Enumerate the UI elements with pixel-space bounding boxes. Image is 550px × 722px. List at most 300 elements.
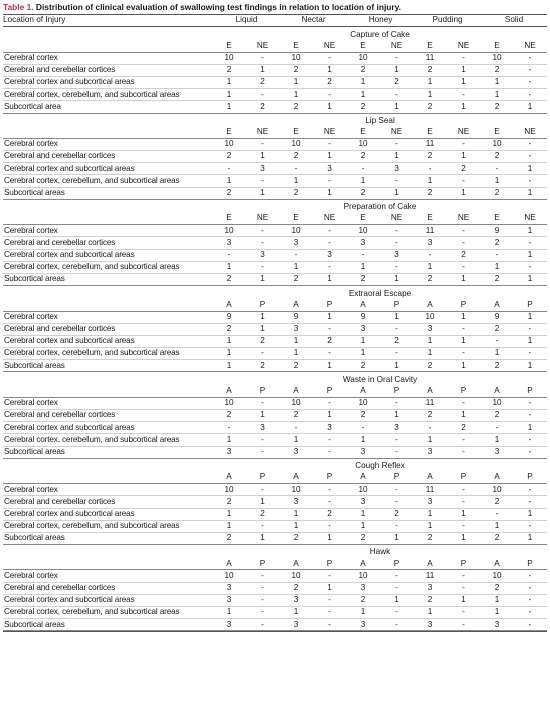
count-cell: 3 xyxy=(213,237,245,249)
injury-location: Subcortical area xyxy=(3,101,213,113)
table-row xyxy=(3,582,547,594)
count-cell: 1 xyxy=(513,335,547,347)
table-row xyxy=(3,261,547,273)
section-code-label: A xyxy=(414,558,446,570)
count-cell: 1 xyxy=(446,64,481,76)
count-cell: - xyxy=(446,619,481,631)
count-cell: - xyxy=(513,484,547,496)
section-code-label: NE xyxy=(312,40,347,52)
count-cell: 2 xyxy=(481,360,513,372)
section-code-label: E xyxy=(280,40,312,52)
section-title-row xyxy=(3,286,547,300)
count-cell: 3 xyxy=(379,422,414,434)
count-cell: 1 xyxy=(312,273,347,285)
injury-location: Cerebral cortex and subcortical areas xyxy=(3,249,213,261)
count-cell: - xyxy=(312,237,347,249)
count-cell: 2 xyxy=(446,249,481,261)
section-code-label: A xyxy=(347,299,379,311)
count-cell: 1 xyxy=(513,101,547,113)
count-cell: 1 xyxy=(312,360,347,372)
count-cell: - xyxy=(379,225,414,237)
count-cell: 2 xyxy=(347,273,379,285)
count-cell: 1 xyxy=(280,175,312,187)
injury-location: Cerebral and cerebellar cortices xyxy=(3,237,213,249)
count-cell: - xyxy=(446,446,481,458)
count-cell: 1 xyxy=(245,532,280,544)
count-cell: 2 xyxy=(481,496,513,508)
count-cell: 1 xyxy=(280,335,312,347)
count-cell: - xyxy=(245,348,280,360)
table-row xyxy=(3,76,547,88)
consistency-header: Solid xyxy=(481,15,547,27)
count-cell: 10 xyxy=(213,484,245,496)
count-cell: - xyxy=(379,619,414,631)
count-cell: 3 xyxy=(245,249,280,261)
section-code-label: P xyxy=(446,472,481,484)
count-cell: 3 xyxy=(280,496,312,508)
count-cell: 3 xyxy=(414,582,446,594)
count-cell: 1 xyxy=(213,89,245,101)
count-cell: 1 xyxy=(213,101,245,113)
count-cell: 1 xyxy=(312,64,347,76)
count-cell: - xyxy=(245,446,280,458)
count-cell: 1 xyxy=(312,532,347,544)
count-cell: - xyxy=(446,261,481,273)
count-cell: - xyxy=(312,89,347,101)
injury-location: Cerebral and cerebellar cortices xyxy=(3,410,213,422)
section-code-label: E xyxy=(414,40,446,52)
count-cell: 1 xyxy=(347,335,379,347)
count-cell: - xyxy=(312,397,347,409)
count-cell: 3 xyxy=(481,446,513,458)
count-cell: 3 xyxy=(245,163,280,175)
section-code-label: P xyxy=(312,386,347,398)
count-cell: 1 xyxy=(414,261,446,273)
section-spacer-cell xyxy=(3,372,213,386)
consistency-header: Nectar xyxy=(280,15,347,27)
section-code-label: A xyxy=(213,558,245,570)
count-cell: 2 xyxy=(481,151,513,163)
table-title: Distribution of clinical evaluation of swallowing test findings in relation to location of injury. xyxy=(35,2,402,12)
table-row xyxy=(3,532,547,544)
count-cell: - xyxy=(481,249,513,261)
count-cell: 3 xyxy=(347,582,379,594)
injury-location: Cerebral cortex, cerebellum, and subcortical areas xyxy=(3,261,213,273)
section-code-label: A xyxy=(280,558,312,570)
count-cell: 2 xyxy=(481,101,513,113)
count-cell: 3 xyxy=(347,496,379,508)
section-code-label: P xyxy=(312,558,347,570)
table-row xyxy=(3,335,547,347)
count-cell: - xyxy=(513,520,547,532)
section-code-label: P xyxy=(312,299,347,311)
section-title-row xyxy=(3,113,547,127)
count-cell: 9 xyxy=(213,311,245,323)
injury-location: Subcortical areas xyxy=(3,446,213,458)
count-cell: - xyxy=(446,348,481,360)
count-cell: 9 xyxy=(347,311,379,323)
count-cell: - xyxy=(245,570,280,582)
count-cell: 10 xyxy=(481,138,513,150)
injury-location: Cerebral cortex xyxy=(3,52,213,64)
count-cell: - xyxy=(312,446,347,458)
count-cell: - xyxy=(213,422,245,434)
count-cell: 1 xyxy=(481,261,513,273)
count-cell: - xyxy=(513,397,547,409)
count-cell: 1 xyxy=(347,348,379,360)
section-title-row xyxy=(3,372,547,386)
count-cell: 1 xyxy=(513,225,547,237)
section-code-label: A xyxy=(347,472,379,484)
injury-location: Cerebral cortex and subcortical areas xyxy=(3,508,213,520)
count-cell: 1 xyxy=(446,101,481,113)
section-code-label: E xyxy=(481,127,513,139)
count-cell: 2 xyxy=(280,532,312,544)
count-cell: - xyxy=(513,446,547,458)
section-code-label: E xyxy=(347,213,379,225)
count-cell: 2 xyxy=(481,323,513,335)
section-code-label: NE xyxy=(312,213,347,225)
count-cell: 10 xyxy=(347,52,379,64)
section-code-label: NE xyxy=(513,40,547,52)
table-row xyxy=(3,594,547,606)
count-cell: 1 xyxy=(280,434,312,446)
count-cell: 2 xyxy=(347,532,379,544)
count-cell: 10 xyxy=(347,397,379,409)
section-code-label: P xyxy=(245,299,280,311)
section-code-spacer xyxy=(3,299,213,311)
count-cell: 1 xyxy=(213,175,245,187)
table-row xyxy=(3,360,547,372)
count-cell: 2 xyxy=(347,64,379,76)
injury-location: Cerebral cortex and subcortical areas xyxy=(3,76,213,88)
count-cell: 1 xyxy=(213,348,245,360)
count-cell: - xyxy=(446,89,481,101)
count-cell: 1 xyxy=(245,323,280,335)
table-row xyxy=(3,225,547,237)
injury-location: Subcortical areas xyxy=(3,360,213,372)
count-cell: - xyxy=(379,446,414,458)
table-row xyxy=(3,163,547,175)
count-cell: 3 xyxy=(481,619,513,631)
count-cell: 2 xyxy=(347,187,379,199)
injury-location: Cerebral and cerebellar cortices xyxy=(3,323,213,335)
count-cell: 3 xyxy=(213,594,245,606)
count-cell: 10 xyxy=(347,484,379,496)
count-cell: 2 xyxy=(213,187,245,199)
count-cell: 11 xyxy=(414,570,446,582)
count-cell: - xyxy=(446,484,481,496)
count-cell: - xyxy=(446,175,481,187)
count-cell: 1 xyxy=(446,594,481,606)
count-cell: - xyxy=(312,607,347,619)
injury-location: Cerebral cortex xyxy=(3,311,213,323)
count-cell: - xyxy=(513,607,547,619)
section-code-label: P xyxy=(446,386,481,398)
table-row xyxy=(3,397,547,409)
count-cell: - xyxy=(379,52,414,64)
count-cell: - xyxy=(513,582,547,594)
count-cell: - xyxy=(513,570,547,582)
section-code-label: A xyxy=(280,386,312,398)
count-cell: 2 xyxy=(245,360,280,372)
count-cell: - xyxy=(312,138,347,150)
count-cell: 1 xyxy=(481,175,513,187)
table-row xyxy=(3,570,547,582)
section-code-label: E xyxy=(213,127,245,139)
count-cell: 1 xyxy=(347,261,379,273)
count-cell: 1 xyxy=(481,434,513,446)
count-cell: 1 xyxy=(347,76,379,88)
header-row xyxy=(3,15,547,27)
count-cell: - xyxy=(446,323,481,335)
count-cell: - xyxy=(446,434,481,446)
count-cell: 2 xyxy=(414,101,446,113)
count-cell: - xyxy=(446,607,481,619)
section-code-label: P xyxy=(379,558,414,570)
count-cell: 2 xyxy=(414,410,446,422)
section-code-label: A xyxy=(481,386,513,398)
section-code-spacer xyxy=(3,213,213,225)
count-cell: - xyxy=(347,249,379,261)
count-cell: 1 xyxy=(446,360,481,372)
count-cell: - xyxy=(379,237,414,249)
section-code-label: P xyxy=(513,558,547,570)
count-cell: - xyxy=(379,520,414,532)
count-cell: 2 xyxy=(379,335,414,347)
count-cell: - xyxy=(481,508,513,520)
count-cell: 1 xyxy=(513,249,547,261)
count-cell: - xyxy=(513,261,547,273)
count-cell: 1 xyxy=(414,434,446,446)
count-cell: 2 xyxy=(312,508,347,520)
count-cell: - xyxy=(414,249,446,261)
count-cell: - xyxy=(379,89,414,101)
count-cell: 3 xyxy=(379,163,414,175)
section-code-label: NE xyxy=(446,127,481,139)
injury-location: Cerebral and cerebellar cortices xyxy=(3,151,213,163)
count-cell: 10 xyxy=(213,138,245,150)
count-cell: 2 xyxy=(213,64,245,76)
section-code-spacer xyxy=(3,127,213,139)
count-cell: - xyxy=(379,175,414,187)
count-cell: 1 xyxy=(280,89,312,101)
count-cell: - xyxy=(280,249,312,261)
count-cell: 2 xyxy=(414,64,446,76)
count-cell: 2 xyxy=(245,508,280,520)
count-cell: 1 xyxy=(379,360,414,372)
count-cell: 1 xyxy=(414,520,446,532)
count-cell: 2 xyxy=(347,151,379,163)
count-cell: - xyxy=(513,410,547,422)
count-cell: - xyxy=(347,163,379,175)
count-cell: 2 xyxy=(446,163,481,175)
injury-location: Cerebral cortex xyxy=(3,484,213,496)
consistency-header: Honey xyxy=(347,15,414,27)
count-cell: 1 xyxy=(379,101,414,113)
count-cell: 1 xyxy=(414,508,446,520)
count-cell: 1 xyxy=(280,520,312,532)
count-cell: - xyxy=(446,225,481,237)
count-cell: - xyxy=(446,397,481,409)
count-cell: - xyxy=(379,348,414,360)
count-cell: 1 xyxy=(446,532,481,544)
count-cell: 1 xyxy=(446,335,481,347)
section-code-label: NE xyxy=(245,213,280,225)
section-code-spacer xyxy=(3,472,213,484)
table-row xyxy=(3,619,547,631)
count-cell: 1 xyxy=(414,89,446,101)
count-cell: - xyxy=(312,52,347,64)
count-cell: 2 xyxy=(245,101,280,113)
count-cell: 1 xyxy=(280,348,312,360)
count-cell: 1 xyxy=(213,434,245,446)
count-cell: 9 xyxy=(280,311,312,323)
injury-location: Cerebral and cerebellar cortices xyxy=(3,582,213,594)
count-cell: 1 xyxy=(347,89,379,101)
section-title-row xyxy=(3,545,547,559)
count-cell: - xyxy=(513,323,547,335)
count-cell: 1 xyxy=(481,348,513,360)
count-cell: 1 xyxy=(280,607,312,619)
count-cell: 2 xyxy=(414,273,446,285)
count-cell: 3 xyxy=(414,323,446,335)
count-cell: 1 xyxy=(379,532,414,544)
section-code-label: E xyxy=(347,127,379,139)
count-cell: 11 xyxy=(414,138,446,150)
count-cell: 2 xyxy=(414,151,446,163)
table-row xyxy=(3,138,547,150)
section-title-row xyxy=(3,199,547,213)
data-table xyxy=(3,15,547,631)
count-cell: 3 xyxy=(213,582,245,594)
section-code-row xyxy=(3,213,547,225)
count-cell: 10 xyxy=(280,225,312,237)
section-title: Cough Reflex xyxy=(213,458,547,472)
count-cell: 1 xyxy=(379,151,414,163)
count-cell: 2 xyxy=(347,360,379,372)
count-cell: 1 xyxy=(481,89,513,101)
count-cell: 10 xyxy=(213,225,245,237)
injury-location: Cerebral cortex, cerebellum, and subcortical areas xyxy=(3,434,213,446)
count-cell: - xyxy=(513,619,547,631)
count-cell: 2 xyxy=(414,360,446,372)
count-cell: 2 xyxy=(280,187,312,199)
count-cell: - xyxy=(245,434,280,446)
section-title-row xyxy=(3,458,547,472)
count-cell: 2 xyxy=(347,101,379,113)
count-cell: 1 xyxy=(513,360,547,372)
count-cell: 1 xyxy=(312,151,347,163)
count-cell: 3 xyxy=(245,422,280,434)
count-cell: - xyxy=(312,225,347,237)
count-cell: - xyxy=(414,422,446,434)
section-title: Waste in Oral Cavity xyxy=(213,372,547,386)
section-code-label: NE xyxy=(379,213,414,225)
count-cell: 3 xyxy=(414,619,446,631)
table-row xyxy=(3,496,547,508)
count-cell: 2 xyxy=(280,101,312,113)
count-cell: 1 xyxy=(245,496,280,508)
count-cell: - xyxy=(481,335,513,347)
count-cell: 10 xyxy=(280,570,312,582)
section-title: Extraoral Escape xyxy=(213,286,547,300)
count-cell: 3 xyxy=(280,237,312,249)
count-cell: 1 xyxy=(414,348,446,360)
count-cell: - xyxy=(513,496,547,508)
table-caption xyxy=(3,2,547,13)
table-row xyxy=(3,151,547,163)
table-row xyxy=(3,64,547,76)
section-code-label: E xyxy=(280,127,312,139)
count-cell: 1 xyxy=(379,410,414,422)
count-cell: 1 xyxy=(280,508,312,520)
section-code-label: P xyxy=(379,472,414,484)
count-cell: 1 xyxy=(213,360,245,372)
section-code-label: E xyxy=(481,40,513,52)
count-cell: 3 xyxy=(347,619,379,631)
section-code-label: P xyxy=(446,558,481,570)
count-cell: - xyxy=(446,237,481,249)
count-cell: 1 xyxy=(312,582,347,594)
count-cell: 1 xyxy=(347,508,379,520)
section-spacer-cell xyxy=(3,199,213,213)
count-cell: 1 xyxy=(446,151,481,163)
table-row xyxy=(3,508,547,520)
count-cell: 2 xyxy=(481,187,513,199)
section-code-label: A xyxy=(481,472,513,484)
section-code-label: P xyxy=(245,558,280,570)
count-cell: 1 xyxy=(347,434,379,446)
section-code-label: A xyxy=(280,472,312,484)
count-cell: 3 xyxy=(347,323,379,335)
count-cell: 1 xyxy=(312,410,347,422)
section-code-label: A xyxy=(414,472,446,484)
table-row xyxy=(3,52,547,64)
count-cell: - xyxy=(245,237,280,249)
count-cell: 3 xyxy=(312,249,347,261)
count-cell: - xyxy=(312,619,347,631)
count-cell: 1 xyxy=(414,607,446,619)
count-cell: - xyxy=(379,496,414,508)
count-cell: - xyxy=(513,64,547,76)
section-code-label: P xyxy=(513,472,547,484)
count-cell: - xyxy=(379,323,414,335)
count-cell: 1 xyxy=(245,311,280,323)
count-cell: 1 xyxy=(245,273,280,285)
consistency-header: Liquid xyxy=(213,15,280,27)
count-cell: 2 xyxy=(280,64,312,76)
injury-location: Cerebral cortex, cerebellum, and subcortical areas xyxy=(3,175,213,187)
count-cell: - xyxy=(513,594,547,606)
count-cell: - xyxy=(312,594,347,606)
count-cell: 2 xyxy=(280,273,312,285)
count-cell: 1 xyxy=(513,273,547,285)
section-code-label: A xyxy=(414,386,446,398)
table-row xyxy=(3,311,547,323)
table-row xyxy=(3,422,547,434)
count-cell: 1 xyxy=(446,76,481,88)
count-cell: 3 xyxy=(379,249,414,261)
count-cell: 2 xyxy=(481,532,513,544)
count-cell: 1 xyxy=(213,520,245,532)
section-title-row xyxy=(3,27,547,41)
section-code-label: P xyxy=(446,299,481,311)
count-cell: 11 xyxy=(414,225,446,237)
section-code-row xyxy=(3,299,547,311)
section-code-label: P xyxy=(245,472,280,484)
count-cell: 2 xyxy=(245,76,280,88)
